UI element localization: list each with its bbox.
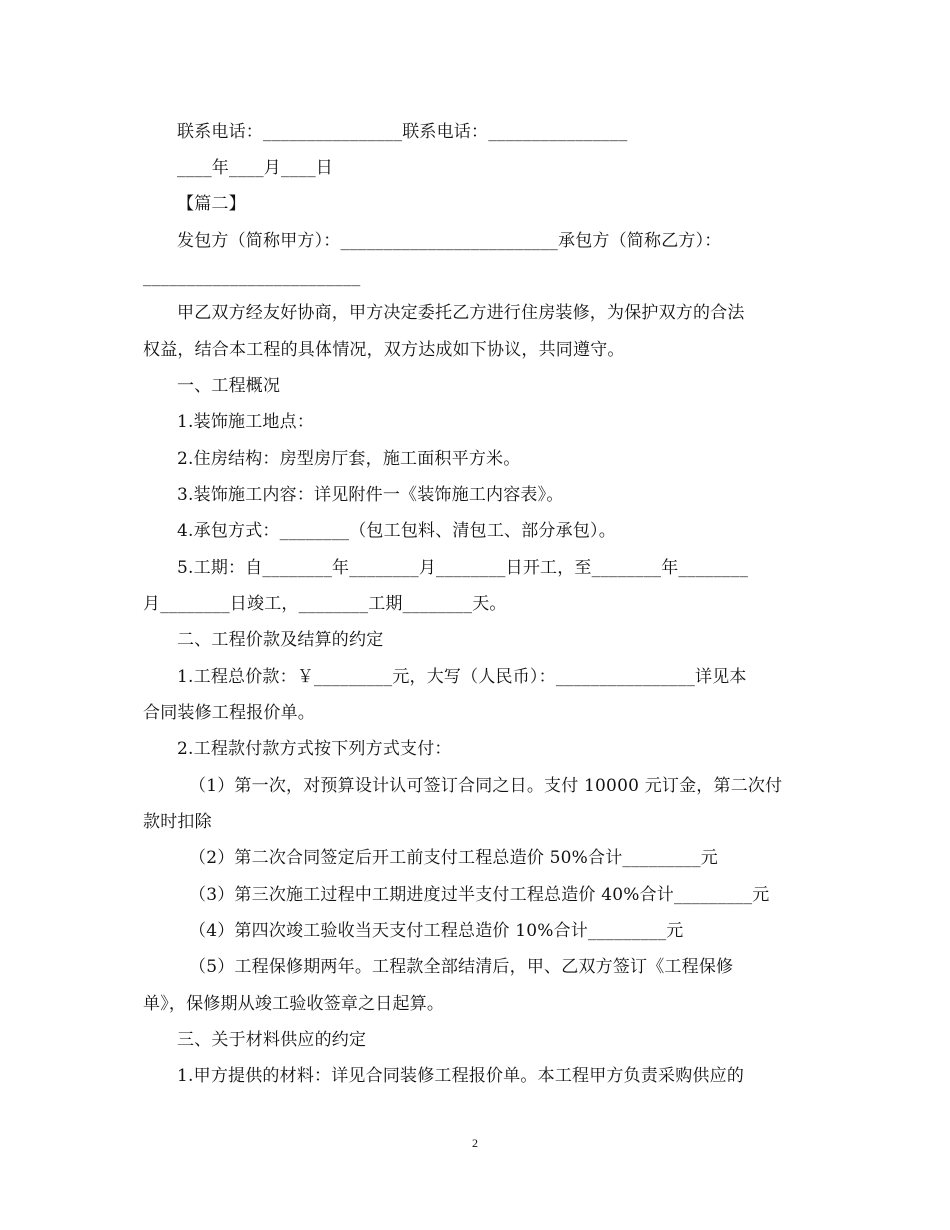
payment-item-1: （1）第一次，对预算设计认可签订合同之日。支付 10000 元订金，第二次付 [189,776,783,796]
heading-material-supply: 三、关于材料供应的约定 [177,1030,367,1050]
clause-1-1: 1.装饰施工地点： [177,412,315,432]
clause-1-5: 5.工期：自________年________月________日开工，至________年________ [177,558,749,578]
date-line: ____年____月____日 [177,158,333,178]
payment-item-5: （5）工程保修期两年。工程款全部结清后，甲、乙双方签订《工程保修 [189,957,734,977]
payment-item-1-continued: 款时扣除 [143,812,212,832]
clause-1-5-continued: 月________日竣工，________工期________天。 [143,594,507,614]
page-number: 2 [472,1136,478,1150]
heading-price-settlement: 二、工程价款及结算的约定 [177,630,384,650]
payment-item-2: （2）第二次合同签定后开工前支付工程总造价 50%合计_________元 [189,848,718,868]
clause-3-1: 1.甲方提供的材料：详见合同装修工程报价单。本工程甲方负责采购供应的 [177,1066,745,1086]
heading-project-overview: 一、工程概况 [177,376,281,396]
payment-item-4: （4）第四次竣工验收当天支付工程总造价 10%合计_________元 [189,921,684,941]
clause-1-3: 3.装饰施工内容：详见附件一《装饰施工内容表》。 [177,485,564,505]
party-names-line: 发包方（简称甲方）：_________________________承包方（简称乙方）： [177,231,722,251]
intro-paragraph-line-1: 甲乙双方经友好协商，甲方决定委托乙方进行住房装修，为保护双方的合法 [177,303,745,323]
clause-2-1: 1.工程总价款：￥_________元，大写（人民币）：________________详见本 [177,667,747,687]
clause-2-2: 2.工程款付款方式按下列方式支付： [177,739,452,759]
clause-2-1-continued: 合同装修工程报价单。 [143,703,315,723]
payment-item-5-continued: 单》，保修期从竣工验收签章之日起算。 [143,994,445,1014]
section-heading-part-two: 【篇二】 [177,194,246,214]
clause-1-2: 2.住房结构：房型房厅套，施工面积平方米。 [177,449,521,469]
intro-paragraph-line-2: 权益，结合本工程的具体情况，双方达成如下协议，共同遵守。 [143,340,625,360]
party-names-continued: _________________________ [143,267,361,287]
clause-1-4: 4.承包方式：________（包工包料、清包工、部分承包）。 [177,521,616,541]
payment-item-3: （3）第三次施工过程中工期进度过半支付工程总造价 40%合计_________元 [189,885,770,905]
contact-phone-line: 联系电话：________________联系电话：________________ [177,122,628,142]
